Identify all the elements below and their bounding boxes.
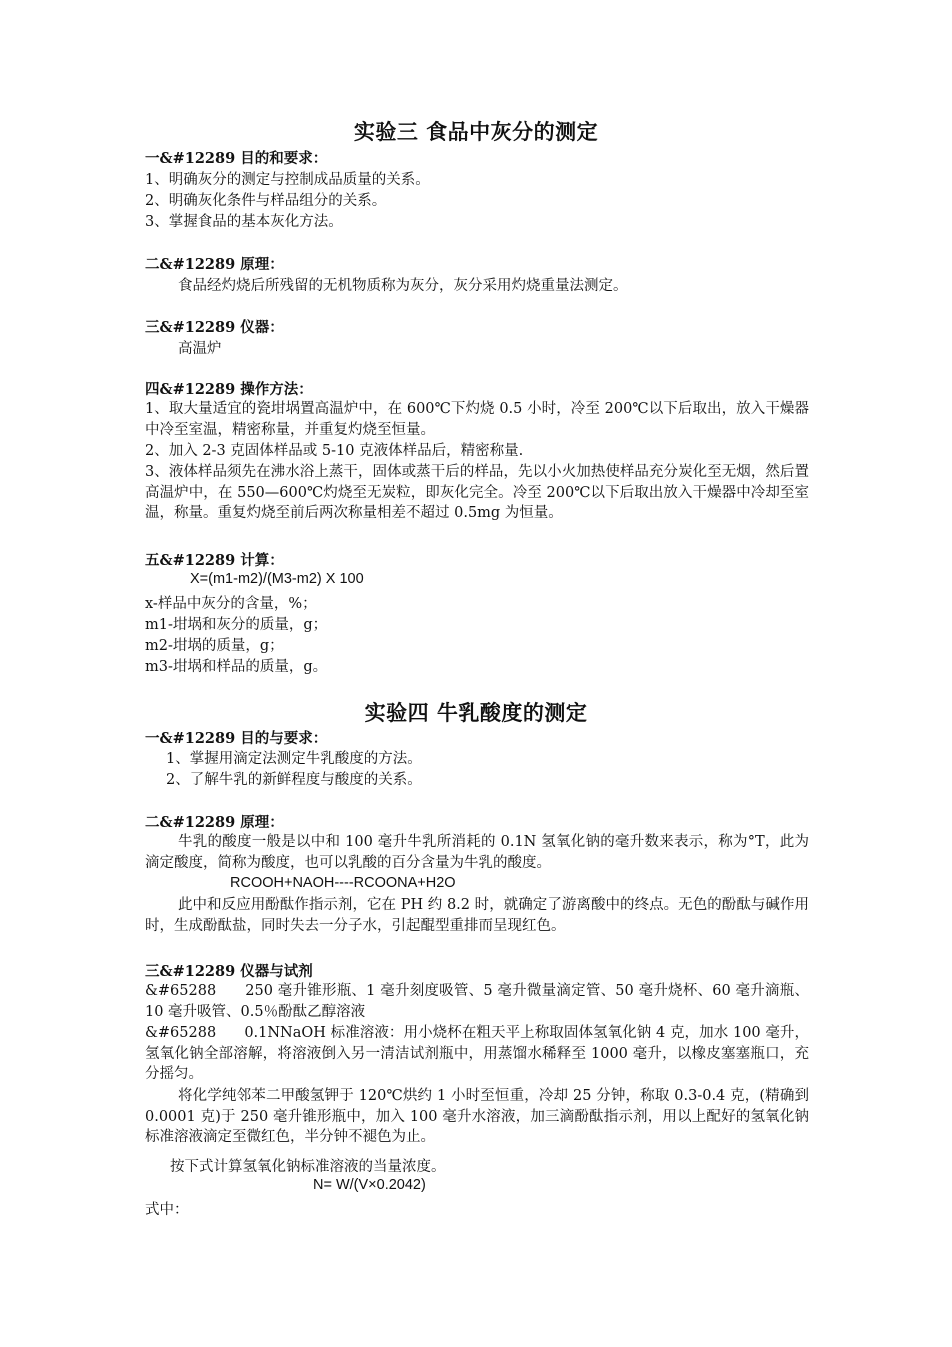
exp4-calc-intro: 按下式计算氢氧化钠标准溶液的当量浓度。 — [170, 1159, 446, 1175]
exp3-definition: m3-坩埚和样品的质量，g。 — [145, 659, 328, 675]
exp3-step-2: 2、加入 2-3 克固体样品或 5-10 克液体样品后，精密称量. — [145, 443, 524, 459]
exp4-principle-para-2: 此中和反应用酚酞作指示剂，它在 PH 约 8.2 时，就确定了游离酸中的终点。无色的酚酞与碱作用时，生成酚酞盐，同时失去一分子水，引起醌型重排而呈现红色。 — [145, 897, 809, 934]
exp3-definition: x-样品中灰分的含量，%； — [145, 596, 317, 612]
exp3-instrument-text: 高温炉 — [178, 341, 222, 357]
exp3-sec1-item: 1、明确灰分的测定与控制成品质量的关系。 — [145, 172, 430, 188]
exp3-sec1-item: 2、明确灰化条件与样品组分的关系。 — [145, 193, 387, 209]
exp3-sec1-heading: 一&#12289 目的和要求： — [145, 150, 328, 167]
exp3-step-3: 3、液体样品须先在沸水浴上蒸干，固体或蒸干后的样品，先以小火加热使样品充分炭化至无烟，然后置高温炉中，在 550—600℃灼烧至无炭粒，即灰化完全。冷至 200℃以下后取出放入干燥器中冷却至室温，称量。重复灼烧至前后两次称量相差不超过 0.5mg 为恒量。 — [145, 464, 809, 522]
exp4-sec1-item: 1、掌握用滴定法测定牛乳酸度的方法。 — [166, 751, 422, 767]
experiment-4-title: 实验四 牛乳酸度的测定 — [364, 700, 588, 725]
exp4-sec2-heading: 二&#12289 原理： — [145, 814, 284, 831]
exp3-sec4-heading: 四&#12289 操作方法： — [145, 381, 313, 398]
experiment-3-title: 实验三 食品中灰分的测定 — [353, 119, 599, 144]
exp4-sec1-item: 2、了解牛乳的新鲜程度与酸度的关系。 — [166, 772, 422, 788]
exp4-principle-para-1: 牛乳的酸度一般是以中和 100 毫升牛乳所消耗的 0.1N 氢氧化钠的毫升数来表示，称为°T，此为滴定酸度，简称为酸度，也可以乳酸的百分含量为牛乳的酸度。 — [145, 834, 809, 871]
exp3-sec2-heading: 二&#12289 原理： — [145, 256, 284, 273]
exp4-sec3-heading: 三&#12289 仪器与试剂 — [145, 963, 313, 980]
exp4-standardization: 将化学纯邻苯二甲酸氢钾于 120℃烘约 1 小时至恒重，冷却 25 分钟，称取 0.3-0.4 克，(精确到 0.0001 克)于 250 毫升锥形瓶中，加入 100 毫升水溶液，加三滴酚酞指示剂，用以上配好的氢氧化钠标准溶液滴定至微红色，半分钟不褪色为止。 — [145, 1088, 809, 1146]
exp3-sec3-heading: 三&#12289 仪器： — [145, 319, 284, 336]
exp3-step-1: 1、取大量适宜的瓷坩埚置高温炉中，在 600℃下灼烧 0.5 小时，冷至 200℃以下后取出，放入干燥器中冷至室温，精密称量，并重复灼烧至恒量。 — [145, 401, 809, 438]
exp3-definition: m2-坩埚的质量，g； — [145, 638, 284, 654]
exp4-where-label: 式中： — [145, 1202, 189, 1218]
exp3-ash-formula: X=(m1-m2)/(M3-m2) X 100 — [190, 571, 364, 587]
exp4-reaction-equation: RCOOH+NAOH----RCOONA+H2O — [230, 875, 456, 891]
exp3-sec1-item: 3、掌握食品的基本灰化方法。 — [145, 214, 343, 230]
exp4-naoh-preparation: &#65288 0.1NNaOH 标准溶液：用小烧杯在粗天平上称取固体氢氧化钠 4 克，加水 100 毫升，氢氧化钠全部溶解，将溶液倒入另一清洁试剂瓶中，用蒸馏水稀释至 1000 毫升，以橡皮塞塞瓶口，充分摇匀。 — [145, 1025, 809, 1083]
exp3-principle-text: 食品经灼烧后所残留的无机物质称为灰分，灰分采用灼烧重量法测定。 — [178, 278, 628, 294]
exp4-normality-formula: N= W/(V×0.2042) — [313, 1177, 426, 1193]
exp4-equipment-list: &#65288 250 毫升锥形瓶、1 毫升刻度吸管、5 毫升微量滴定管、50 毫升烧杯、60 毫升滴瓶、10 毫升吸管、0.5％酚酞乙醇溶液 — [145, 983, 809, 1020]
exp4-sec1-heading: 一&#12289 目的与要求： — [145, 730, 328, 747]
exp3-definition: m1-坩埚和灰分的质量，g； — [145, 617, 328, 633]
exp3-sec5-heading: 五&#12289 计算： — [145, 552, 284, 569]
